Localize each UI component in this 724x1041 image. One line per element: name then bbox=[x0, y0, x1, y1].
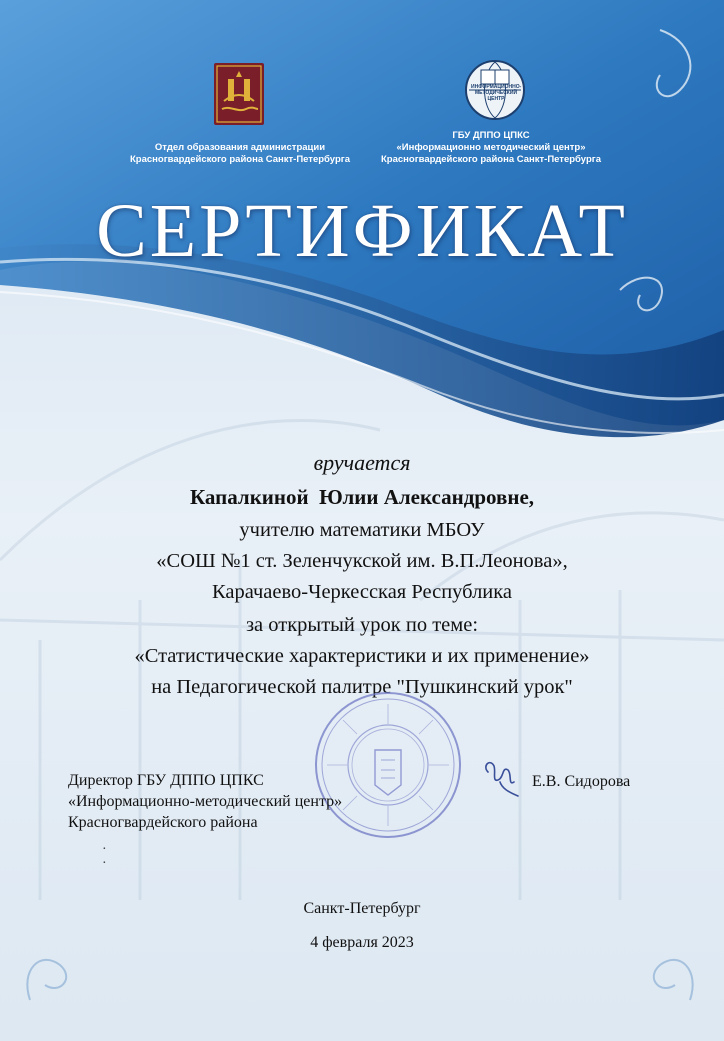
body-line-2: «СОШ №1 ст. Зеленчукской им. В.П.Леонова», bbox=[156, 550, 568, 572]
awarded-label: вручается bbox=[313, 450, 411, 475]
footer-date: 4 февраля 2023 bbox=[310, 934, 414, 951]
left-org-name bbox=[120, 142, 360, 166]
body-line-5: «Статистические характеристики и их применение» bbox=[134, 645, 590, 667]
body-line-6: на Педагогической палитре "Пушкинский урок" bbox=[151, 676, 573, 698]
dots-decoration: · · bbox=[102, 842, 107, 871]
handwritten-signature bbox=[478, 752, 524, 800]
district-emblem-icon bbox=[214, 63, 264, 125]
signatory-line-1: Директор ГБУ ДППО ЦПКС bbox=[68, 772, 264, 789]
certificate-title: СЕРТИФИКАТ bbox=[96, 189, 628, 273]
body-line-4: за открытый урок по теме: bbox=[245, 614, 479, 636]
recipient-name: Капалкиной Юлии Александровне, bbox=[189, 485, 535, 509]
signatory-title bbox=[68, 770, 388, 833]
signatory-line-3: Красногвардейского района bbox=[68, 814, 258, 831]
footer-city: Санкт-Петербург bbox=[303, 900, 421, 917]
right-org-name bbox=[378, 130, 604, 166]
left-org-line-1: Отдел образования администрации bbox=[154, 142, 326, 153]
imc-logo-text bbox=[471, 84, 521, 102]
imc-logo-text-3: ЦЕНТР bbox=[487, 96, 505, 102]
right-org-line-1: ГБУ ДППО ЦПКС bbox=[452, 130, 530, 141]
imc-logo-text-2: МЕТОДИЧЕСКИЙ bbox=[474, 90, 518, 96]
signatory-line-2: «Информационно-методический центр» bbox=[68, 793, 343, 810]
left-org-line-2: Красногвардейского района Санкт-Петербурга bbox=[129, 154, 350, 165]
imc-logo-text-1: ИНФОРМАЦИОННО- bbox=[471, 84, 522, 90]
body-line-3: Карачаево-Черкесская Республика bbox=[211, 581, 513, 603]
right-org-line-3: Красногвардейского района Санкт-Петербурга bbox=[380, 154, 601, 165]
right-org-line-2: «Информационно методический центр» bbox=[396, 142, 586, 153]
signatory-name: Е.В. Сидорова bbox=[532, 773, 631, 790]
body-line-1: учителю математики МБОУ bbox=[239, 519, 485, 541]
